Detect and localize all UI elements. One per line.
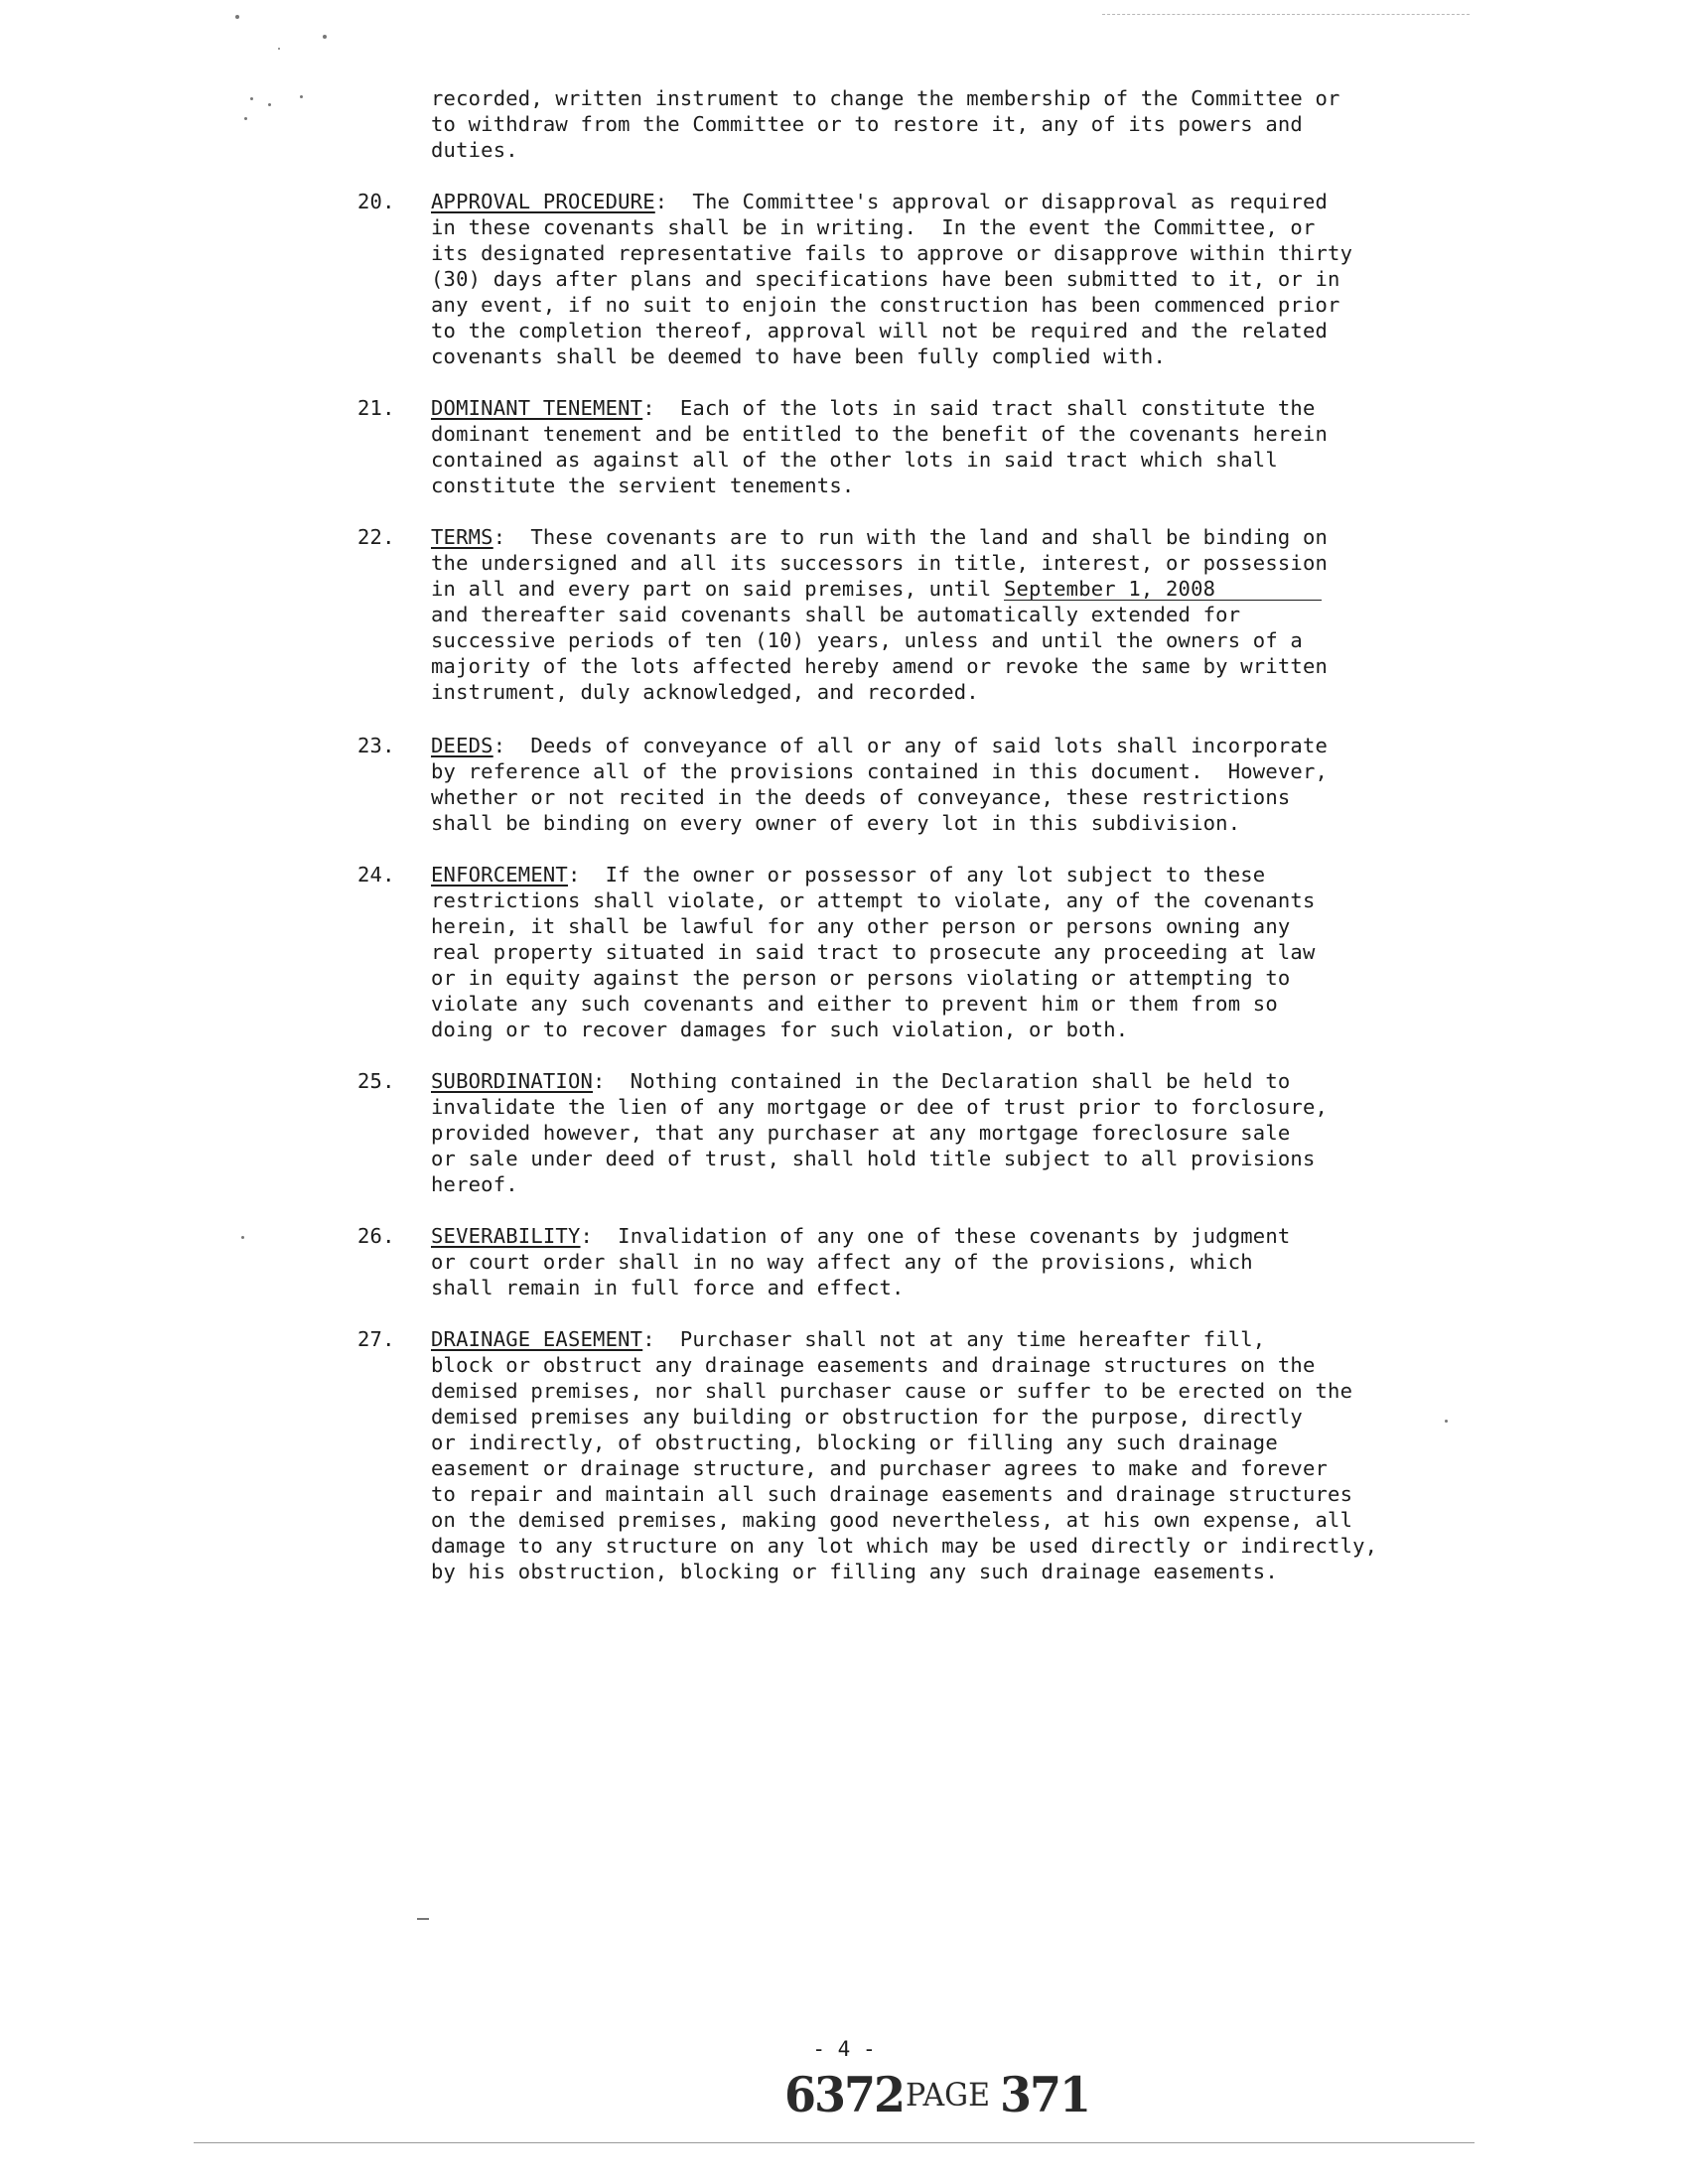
until-date-field: September 1, 2008 <box>1004 578 1322 601</box>
section-number: 26. <box>357 1224 395 1248</box>
section-heading: DOMINANT TENEMENT <box>431 396 643 420</box>
section-heading: SUBORDINATION <box>431 1069 594 1093</box>
section-text: by reference all of the provisions contained in this document. However, whether or not recited in the deeds of conveyance, these restrictions shall be binding on every owner of every lot in this subdivision. <box>431 759 1329 835</box>
section-first-line: Invalidation of any one of these covenants by judgment <box>618 1224 1291 1248</box>
section-number: 23. <box>357 734 395 757</box>
section-text-continued: and thereafter said covenants shall be automatically extended for successive periods of ten (10) years, unless and until the owners of a majority of the lots affected hereby amend or revoke the same by written instrument, duly acknowledged, and recorded. <box>431 603 1329 704</box>
section-first-line: Nothing contained in the Declaration shall be held to <box>630 1069 1291 1093</box>
section-text: the undersigned and all its successors in title, interest, or possession in all and every part on said premises, until <box>431 551 1329 601</box>
section-number: 20. <box>357 190 395 213</box>
section-heading: APPROVAL PROCEDURE <box>431 190 655 213</box>
page-number: - 4 - <box>812 2037 876 2061</box>
section-text: invalidate the lien of any mortgage or dee of trust prior to forclosure, provided however, that any purchaser at any mortgage foreclosure sale or sale under deed of trust, shall hold title subject to all provisions hereof. <box>431 1095 1329 1196</box>
section-text: or court order shall in no way affect any of the provisions, which shall remain in full force and effect. <box>431 1250 1253 1299</box>
section-number: 25. <box>357 1069 395 1093</box>
document-page: recorded, written instrument to change the membership of the Committee or to withdraw from the Committee or to restore it, any of its powers and duties. 20. APPROVAL PROCEDURE: The Committee's approval or disapproval as required in these covenants shall be in writing. In the event the Committee, or its designated representative fails to approve or disapprove within thirty (30) days after plans and specifications have been submitted to it, or in any event, if no suit to enjoin the construction has been commenced prior to the completion thereof, approval will not be required and the related covenants shall be deemed to have been fully complied with. 21. DOMINANT TENEMENT: Each of the lots in said tract shall constitute the dominant tenement and be entitled to the benefit of the covenants herein contained as against all of the other lots in said tract which shall constitute the servient tenements. 22. TERMS: These covenants are to run with the land and shall be binding on the undersigned and all its successors in title, interest, or possession in all and every part on said premises, until September 1, 2008 and thereafter said covenants shall be automatically extended for successive periods of ten (10) years, unless and until the owners of a majority of the lots affected hereby amend or revoke the same by written instrument, duly acknowledged, and recorded. 23. DEEDS: Deeds of conveyance of all or any of said lots shall incorporate by reference all of the provisions contained in this document. However, whether or not recited in the deeds of conveyance, these restrictions shall be binding on every owner of every lot in this subdivision. 24. ENFORCEMENT: If the owner or possessor of any lot subject to these restrictions shall violate, or attempt to violate, any of the covenants herein, it shall be lawful for any other person or persons owning any real property situated in said tract to prosecute any proceeding at law or in equity against the person or persons violating or attempting to violate any such covenants and either to prevent him or them from so doing or to recover damages for such violation, or both. 25. SUBORDINATION: Nothing contained in the Declaration shall be held to invalidate the lien of any mortgage or dee of trust prior to forclosure, provided however, that any purchaser at any mortgage foreclosure sale or sale under deed of trust, shall hold title subject to all provisions hereof. 26. SEVERABILITY: Invalidation of any one of these covenants by judgment or court order shall in no way affect any of the provisions, which shall remain in full force and effect. 27. DRAINAGE EASEMENT: Purchaser shall not at any time hereafter fill, block or obstruct any drainage easements and drainage structures on the demised premises, nor shall purchaser cause or suffer to be erected on the demised premises any building or obstruction for the purpose, directly or indirectly, of obstructing, blocking or filling any such drainage easement or drainage structure, and purchaser agrees to make and forever to repair and maintain all such drainage easements and drainage structures on the demised premises, making good nevertheless, at his own expense, all damage to any structure on any lot which may be used directly or indirectly, by his obstruction, blocking or filling any such drainage easements. - 4 - 6372PAGE 371 <box>0 0 1688 2184</box>
section-number: 24. <box>357 863 395 887</box>
section-number: 27. <box>357 1327 395 1351</box>
stamp-page-number: 371 <box>1000 2067 1090 2123</box>
section-number: 21. <box>357 396 395 420</box>
section-first-line: Deeds of conveyance of all or any of said lots shall incorporate <box>530 734 1329 757</box>
section-text: dominant tenement and be entitled to the benefit of the covenants herein contained as against all of the other lots in said tract which shall constitute the servient tenements. <box>431 422 1329 497</box>
section-number: 22. <box>357 525 395 549</box>
section-text: restrictions shall violate, or attempt to violate, any of the covenants herein, it shall be lawful for any other person or persons owning any real property situated in said tract to prosecute any proceeding at law or in equity against the person or persons violating or attempting to violate any such covenants and either to prevent him or them from so doing or to recover damages for such violation, or both. <box>431 888 1316 1041</box>
scan-bottom-line <box>194 2142 1475 2143</box>
section-heading: ENFORCEMENT <box>431 863 568 887</box>
recording-stamp <box>784 2067 1089 2123</box>
section-heading: DEEDS <box>431 734 493 757</box>
section-text: block or obstruct any drainage easements and drainage structures on the demised premises, nor shall purchaser cause or suffer to be erected on the demised premises any building or obstruction for the purpose, directly or indirectly, of obstructing, blocking or filling any such drainage easement or drainage structure, and purchaser agrees to make and forever to repair and maintain all such drainage easements and drainage structures on the demised premises, making good nevertheless, at his own expense, all damage to any structure on any lot which may be used directly or indirectly, by his obstruction, blocking or filling any such drainage easements. <box>431 1353 1378 1583</box>
intro-paragraph: recorded, written instrument to change the membership of the Committee or to withdraw from the Committee or to restore it, any of its powers and duties. <box>431 86 1340 162</box>
section-first-line: These covenants are to run with the land and shall be binding on <box>530 525 1329 549</box>
section-heading: DRAINAGE EASEMENT <box>431 1327 643 1351</box>
stamp-book-number: 6372 <box>784 2067 905 2123</box>
section-first-line: Purchaser shall not at any time hereafter fill, <box>679 1327 1266 1351</box>
section-first-line: If the owner or possessor of any lot subject to these <box>605 863 1266 887</box>
section-text: in these covenants shall be in writing. In the event the Committee, or its designated representative fails to approve or disapprove within thirty (30) days after plans and specifications have been submitted to it, or in any event, if no suit to enjoin the construction has been commenced prior to the completion thereof, approval will not be required and the related covenants shall be deemed to have been fully complied with. <box>431 215 1353 368</box>
section-first-line: Each of the lots in said tract shall constitute the <box>679 396 1316 420</box>
section-heading: SEVERABILITY <box>431 1224 581 1248</box>
stamp-page-label: PAGE <box>906 2077 990 2115</box>
scan-edge-line <box>1102 14 1470 15</box>
section-first-line: The Committee's approval or disapproval as required <box>692 190 1329 213</box>
section-heading: TERMS <box>431 525 493 549</box>
